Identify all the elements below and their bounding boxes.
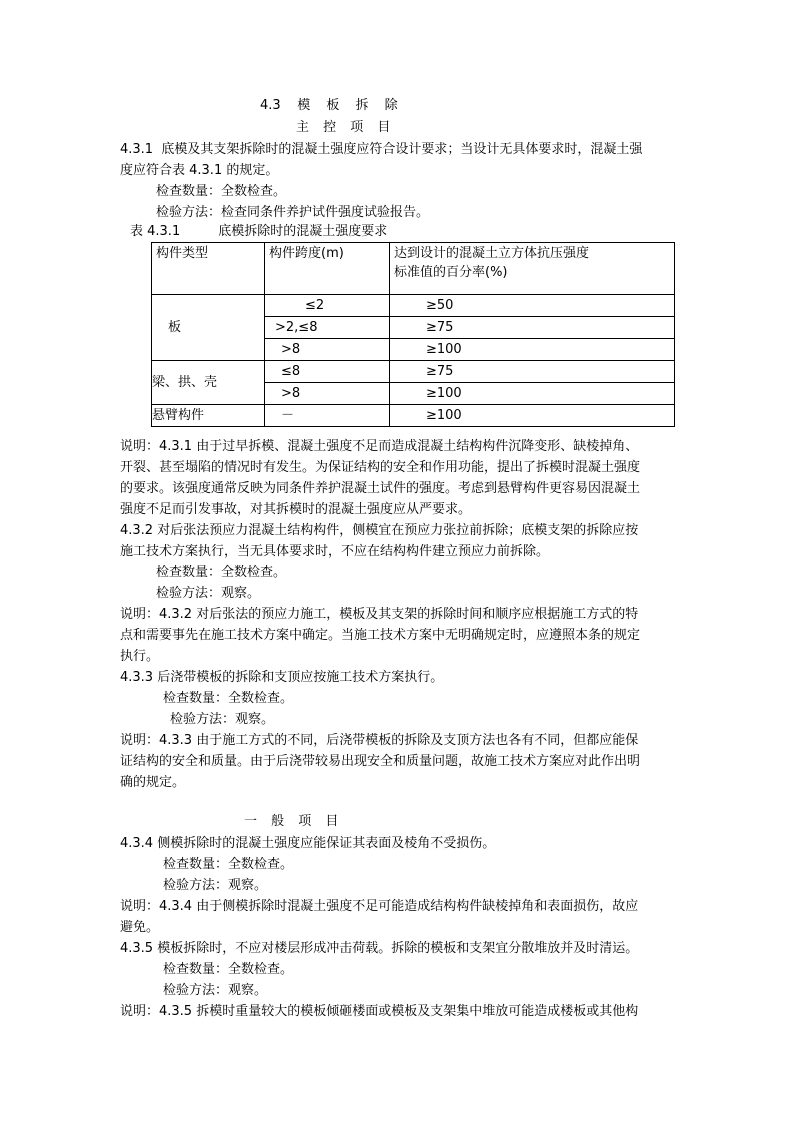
- section-number: 4.3: [260, 98, 281, 113]
- member-type-cantilever: 悬臂构件: [152, 405, 265, 427]
- clause-4-3-3-check-quantity: 检查数量：全数检查。: [163, 691, 294, 706]
- member-type-beam-arch-shell: 梁、拱、壳: [152, 361, 265, 405]
- section-title: 模 板 拆 除: [297, 98, 404, 113]
- clause-4-3-2-check-method: 检验方法：观察。: [156, 586, 261, 601]
- span-cell: －: [265, 405, 390, 427]
- clause-4-3-2-line: 施工技术方案执行，当无具体要求时，不应在结构构件建立预应力前拆除。: [120, 544, 550, 559]
- member-type-slab: 板: [152, 295, 265, 361]
- header-member-type: 构件类型: [152, 243, 265, 295]
- note-4-3-3-line: 说明：4.3.3 由于施工方式的不同，后浇带模板的拆除及支顶方法也各有不同，但都应能保: [120, 733, 639, 748]
- span-cell: ≤8: [265, 361, 390, 383]
- header-strength-line-1: 达到设计的混凝土立方体抗压强度: [394, 246, 590, 261]
- note-4-3-2-line: 点和需要事先在施工技术方案中确定。当施工技术方案中无明确规定时，应遵照本条的规定: [120, 628, 641, 643]
- span-cell: >8: [265, 339, 390, 361]
- clause-4-3-2-check-quantity: 检查数量：全数检查。: [156, 565, 287, 580]
- clause-4-3-5-check-quantity: 检查数量：全数检查。: [163, 962, 294, 977]
- clause-4-3-4-check-quantity: 检查数量：全数检查。: [163, 857, 294, 872]
- clause-4-3-3-check-method: 检验方法：观察。: [170, 712, 275, 727]
- span-cell: >8: [265, 383, 390, 405]
- clause-text: 底模及其支架拆除时的混凝土强度应符合设计要求；当设计无具体要求时，混凝土强: [161, 142, 643, 157]
- percent-cell: ≥75: [390, 317, 675, 339]
- header-strength-percent: [390, 243, 675, 295]
- clause-4-3-1-check-method: 检验方法：检查同条件养护试件强度试验报告。: [156, 205, 430, 220]
- clause-4-3-4-check-method: 检验方法：观察。: [163, 878, 268, 893]
- percent-cell: ≥100: [390, 405, 675, 427]
- note-4-3-3-line: 证结构的安全和质量。由于后浇带较易出现安全和质量问题，故施工技术方案应对此作出明: [120, 754, 641, 769]
- note-4-3-5-line: 说明：4.3.5 拆模时重量较大的模板倾砸楼面或模板及支架集中堆放可能造成楼板或其他构: [120, 1004, 639, 1019]
- percent-cell: ≥75: [390, 361, 675, 383]
- table-caption: [130, 222, 387, 242]
- note-4-3-4-line: 避免。: [120, 920, 160, 935]
- clause-4-3-1-line-1: [120, 140, 642, 160]
- table-header-row: [152, 243, 675, 295]
- note-4-3-1-line: 强度不足而引发事故，对其拆模时的混凝土强度应从严要求。: [120, 502, 472, 517]
- clause-4-3-1-line-2: 度应符合表 4.3.1 的规定。: [120, 163, 279, 178]
- note-4-3-1-line: 说明：4.3.1 由于过早拆模、混凝土强度不足而造成混凝土结构构件沉降变形、缺棱掉角、: [120, 439, 639, 454]
- clause-4-3-3-text: 4.3.3 后浇带模板的拆除和支顶应按施工技术方案执行。: [120, 670, 444, 685]
- section-heading: [260, 96, 404, 116]
- note-4-3-2-line: 执行。: [120, 649, 160, 664]
- note-4-3-4-line: 说明：4.3.4 由于侧模拆除时混凝土强度不足可能造成结构构件缺棱掉角和表面损伤，故应: [120, 899, 639, 914]
- percent-cell: ≥100: [390, 383, 675, 405]
- note-4-3-1-line: 的要求。该强度通常反映为同条件养护混凝土试件的强度。考虑到悬臂构件更容易因混凝土: [120, 481, 641, 496]
- table-row: [152, 361, 675, 383]
- note-4-3-2-line: 说明：4.3.2 对后张法的预应力施工，模板及其支架的拆除时间和顺序应根据施工方式的特: [120, 607, 639, 622]
- table-row: [152, 405, 675, 427]
- note-4-3-1-line: 开裂、甚至塌陷的情况时有发生。为保证结构的安全和作用功能，提出了拆模时混凝土强度: [120, 460, 641, 475]
- percent-cell: ≥50: [390, 295, 675, 317]
- span-cell: >2,≤8: [265, 317, 390, 339]
- span-cell: ≤2: [265, 295, 390, 317]
- clause-4-3-5-text: 4.3.5 模板拆除时，不应对楼层形成冲击荷载。拆除的模板和支架宜分散堆放并及时清运。: [120, 941, 639, 956]
- table-number: 表 4.3.1: [130, 224, 181, 239]
- concrete-strength-table: [151, 242, 675, 427]
- header-strength-line-2: 标准值的百分率(%): [394, 265, 508, 280]
- header-span: 构件跨度(m): [265, 243, 390, 295]
- clause-4-3-1-check-quantity: 检查数量：全数检查。: [156, 184, 287, 199]
- table-title: 底模拆除时的混凝土强度要求: [218, 224, 388, 239]
- main-items-title: 主 控 项 目: [296, 120, 396, 135]
- general-items-title: 一 般 项 目: [244, 814, 344, 829]
- clause-4-3-5-check-method: 检验方法：观察。: [163, 983, 268, 998]
- clause-number: 4.3.1: [120, 142, 154, 157]
- percent-cell: ≥100: [390, 339, 675, 361]
- table-row: [152, 295, 675, 317]
- clause-4-3-2-line: 4.3.2 对后张法预应力混凝土结构构件，侧模宜在预应力张拉前拆除；底模支架的拆除应按: [120, 523, 639, 538]
- note-4-3-3-line: 确的规定。: [120, 775, 186, 790]
- clause-4-3-4-text: 4.3.4 侧模拆除时的混凝土强度应能保证其表面及棱角不受损伤。: [120, 836, 496, 851]
